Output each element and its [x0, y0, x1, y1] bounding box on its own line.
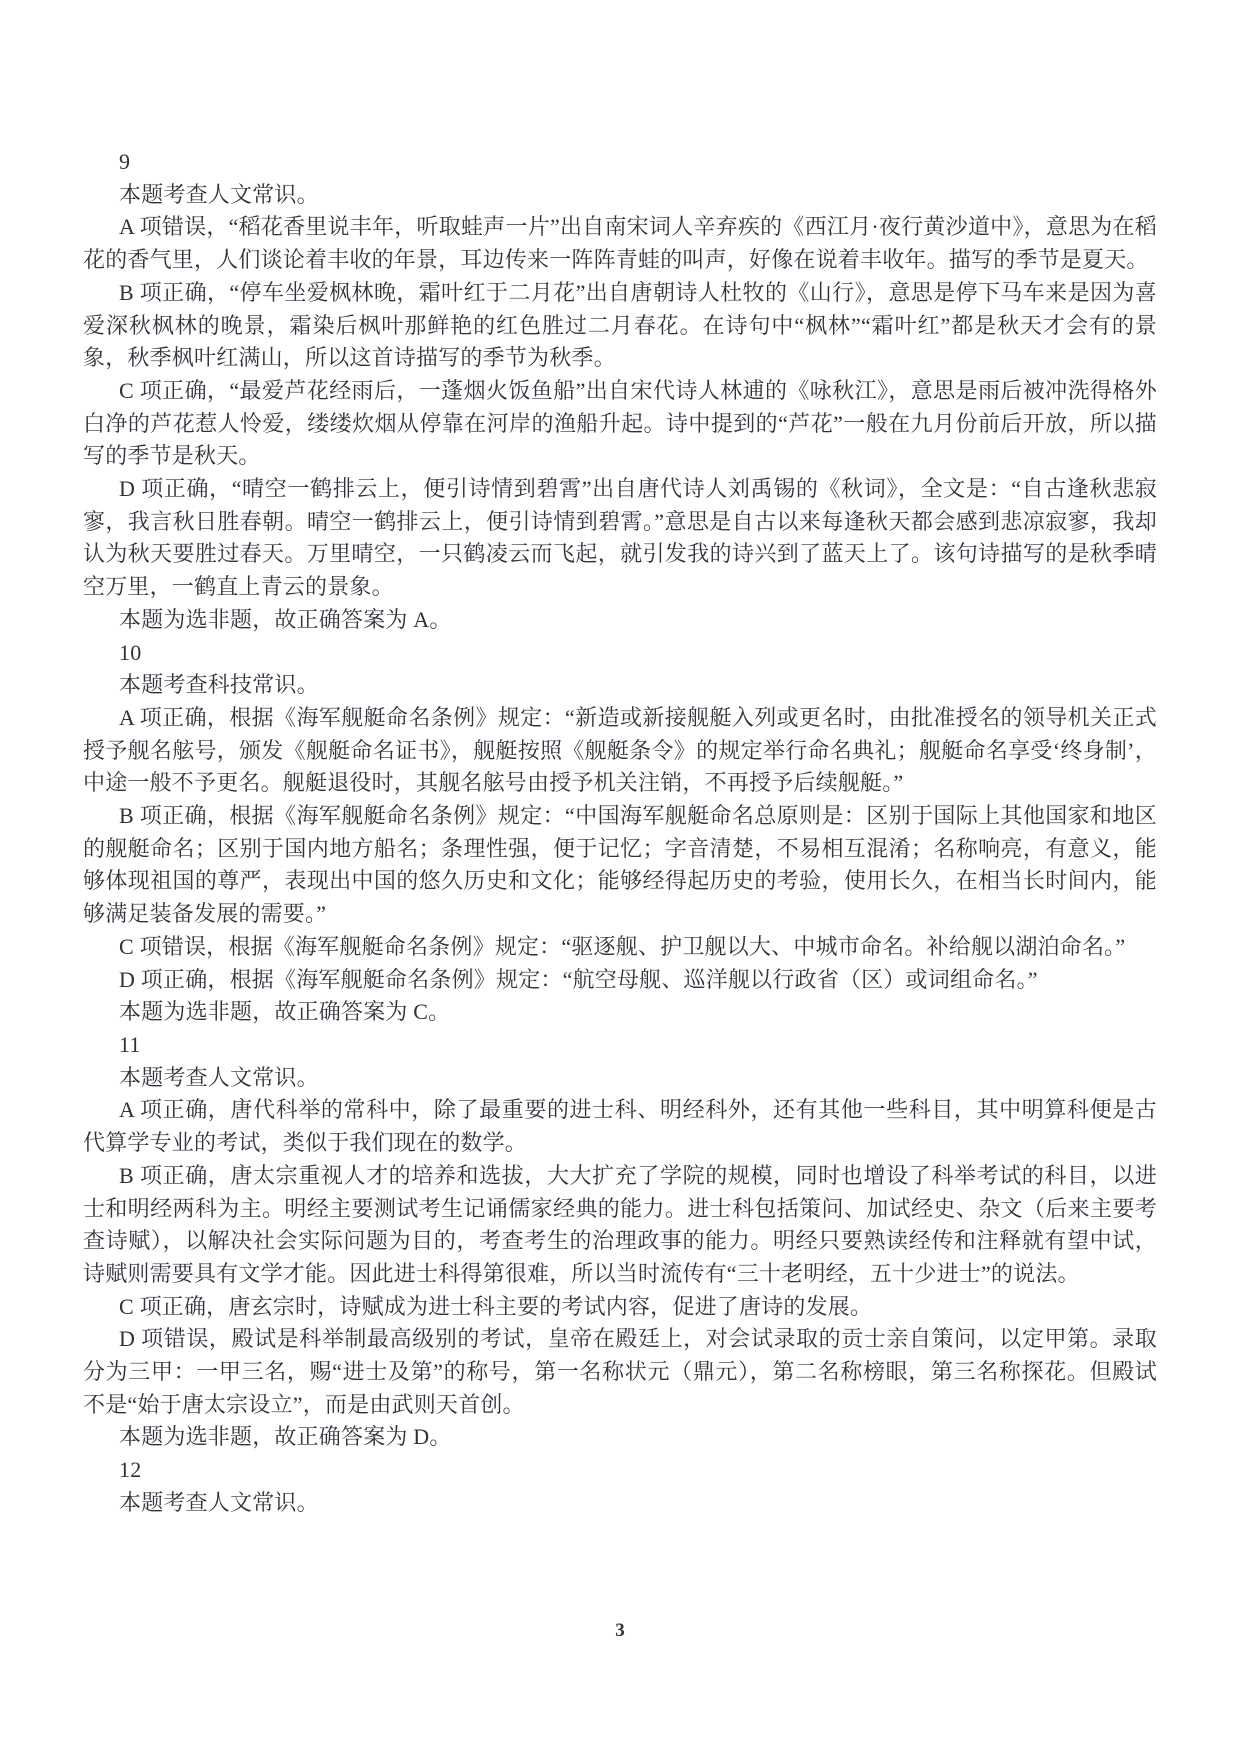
paragraph: C 项正确，唐玄宗时，诗赋成为进士科主要的考试内容，促进了唐诗的发展。 — [119, 1293, 873, 1319]
paragraph: C 项错误，根据《海军舰艇命名条例》规定：“驱逐舰、护卫舰以大、中城市命名。补给舰以湖泊命名。” — [119, 933, 1126, 959]
paragraph: B 项正确，“停车坐爱枫林晚，霜叶红于二月花”出自唐朝诗人杜牧的《山行》，意思是停下马车来是因为喜爱深秋枫林的晚景，霜染后枫叶那鲜艳的红色胜过二月春花。在诗句中“枫林”“霜叶红”都是秋天才会有的景象，秋季枫叶红满山，所以这首诗描写的季节为秋季。 — [83, 279, 1157, 371]
question-number: 12 — [119, 1457, 142, 1483]
paragraph: 本题为选非题，故正确答案为 C。 — [119, 999, 451, 1025]
page-number: 3 — [615, 1620, 625, 1641]
paragraph: 本题为选非题，故正确答案为 D。 — [119, 1424, 452, 1450]
paragraph: C 项正确，“最爱芦花经雨后，一蓬烟火饭鱼船”出自宋代诗人林逋的《咏秋江》，意思是雨后被冲洗得格外白净的芦花惹人怜爱，缕缕炊烟从停靠在河岸的渔船升起。诗中提到的“芦花”一般在九月份前后开放，所以描写的季节是秋天。 — [83, 377, 1157, 469]
question-number: 10 — [119, 639, 142, 665]
paragraph: 本题考查人文常识。 — [119, 1064, 319, 1090]
page-footer — [0, 1620, 1240, 1642]
paragraph: B 项正确，唐太宗重视人才的培养和选拔，大大扩充了学院的规模，同时也增设了科举考试的科目，以进士和明经两科为主。明经主要测试考生记诵儒家经典的能力。进士科包括策问、加试经史、杂文（后来主要考查诗赋），以解决社会实际问题为目的，考查考生的治理政事的能力。明经只要熟读经传和注释就有望中试，诗赋则需要具有文学才能。因此进士科得第很难，所以当时流传有“三十老明经，五十少进士”的说法。 — [83, 1162, 1157, 1286]
paragraph: A 项错误，“稻花香里说丰年，听取蛙声一片”出自南宋词人辛弃疾的《西江月·夜行黄沙道中》，意思为在稻花的香气里，人们谈论着丰收的年景，耳边传来一阵阵青蛙的叫声，好像在说着丰收年。描写的季节是夏天。 — [83, 214, 1157, 273]
paragraph: A 项正确，根据《海军舰艇命名条例》规定：“新造或新接舰艇入列或更名时，由批准授名的领导机关正式授予舰名舷号，颁发《舰艇命名证书》，舰艇按照《舰艇条令》的规定举行命名典礼；舰艇命名享受‘终身制’，中途一般不予更名。舰艇退役时，其舰名舷号由授予机关注销，不再授予后续舰艇。” — [83, 704, 1157, 796]
paragraph: D 项正确，“晴空一鹤排云上，便引诗情到碧霄”出自唐代诗人刘禹锡的《秋词》，全文是：“自古逢秋悲寂寥，我言秋日胜春朝。晴空一鹤排云上，便引诗情到碧霄。”意思是自古以来每逢秋天都会感到悲凉寂寥，我却认为秋天要胜过春天。万里晴空，一只鹤凌云而飞起，就引发我的诗兴到了蓝天上了。该句诗描写的是秋季晴空万里，一鹤直上青云的景象。 — [83, 476, 1157, 600]
paragraph: B 项正确，根据《海军舰艇命名条例》规定：“中国海军舰艇命名总原则是：区别于国际上其他国家和地区的舰艇命名；区别于国内地方船名；条理性强，便于记忆；字音清楚，不易相互混淆；名称响亮，有意义，能够体现祖国的尊严，表现出中国的悠久历史和文化；能够经得起历史的考验，使用长久，在相当长时间内，能够满足装备发展的需要。” — [83, 803, 1157, 927]
paragraph: A 项正确，唐代科举的常科中，除了最重要的进士科、明经科外，还有其他一些科目，其中明算科便是古代算学专业的考试，类似于我们现在的数学。 — [83, 1097, 1157, 1156]
paragraph: 本题为选非题，故正确答案为 A。 — [119, 606, 452, 632]
question-number: 9 — [119, 149, 131, 174]
paragraph: D 项错误，殿试是科举制最高级别的考试，皇帝在殿廷上，对会试录取的贡士亲自策问，以定甲第。录取分为三甲：一甲三名，赐“进士及第”的称号，第一名称状元（鼎元），第二名称榜眼，第三名称探花。但殿试不是“始于唐太宗设立”，而是由武则天首创。 — [83, 1326, 1157, 1417]
paragraph: 本题考查科技常识。 — [119, 672, 319, 698]
question-number: 11 — [119, 1031, 141, 1057]
document-body — [83, 146, 1157, 1520]
paragraph: 本题考查人文常识。 — [119, 1489, 319, 1515]
paragraph: D 项正确，根据《海军舰艇命名条例》规定：“航空母舰、巡洋舰以行政省（区）或词组命名。” — [119, 966, 1038, 992]
paragraph: 本题考查人文常识。 — [119, 181, 319, 207]
